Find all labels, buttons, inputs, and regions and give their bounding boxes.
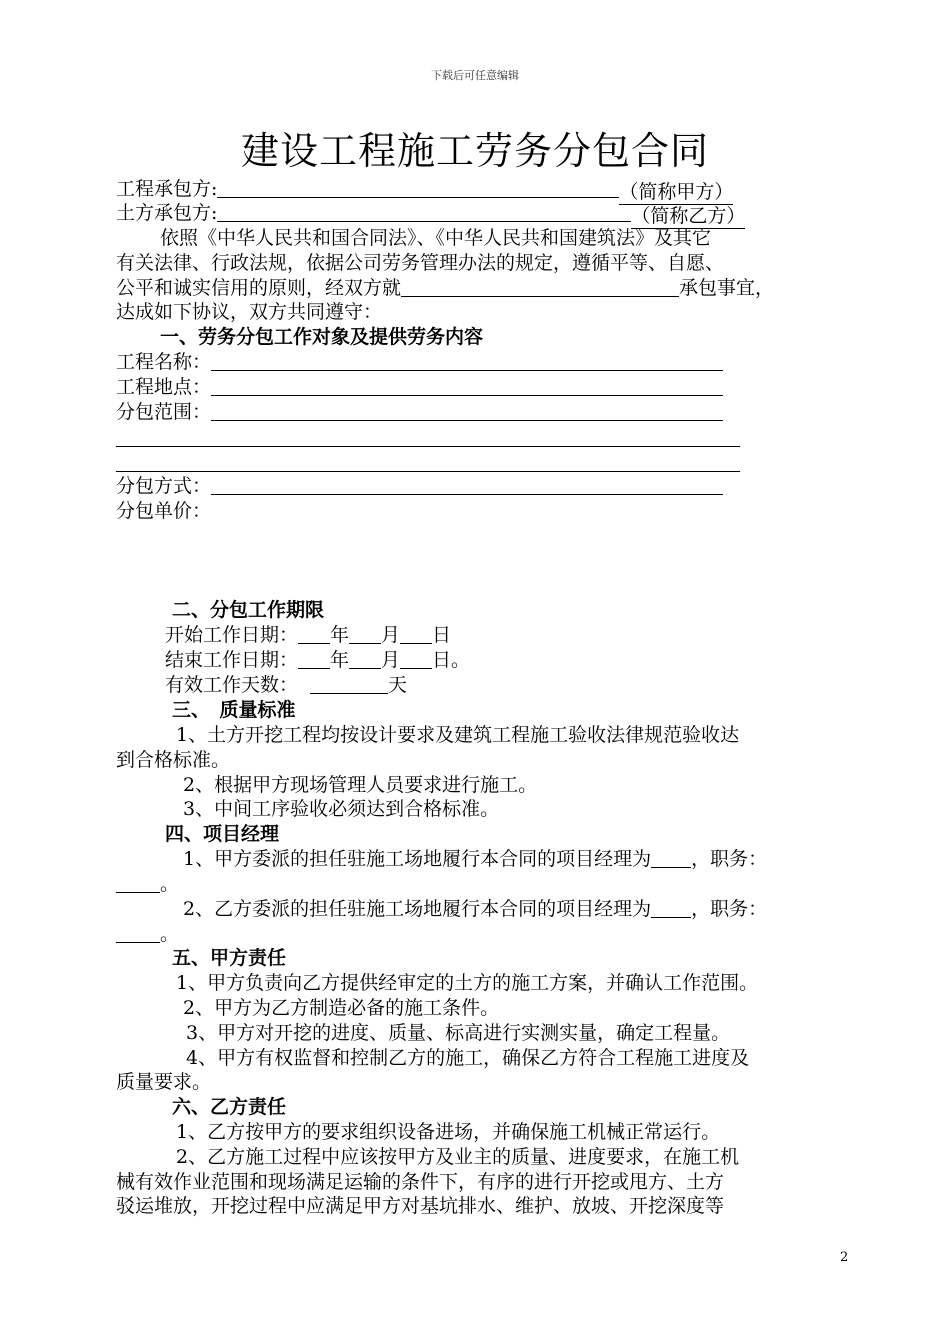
start-year-blank[interactable] — [298, 625, 330, 644]
year-text: 年 — [330, 624, 350, 646]
method-line — [116, 474, 723, 498]
s4-item-1-title: ，职务： — [691, 848, 768, 870]
s3-item-1a: 1、土方开挖工程均按设计要求及建筑工程施工验收法律规范验收达 — [176, 724, 740, 746]
project-name-label: 工程名称： — [116, 351, 212, 373]
end-year-blank[interactable] — [298, 650, 330, 669]
party-a-abbr: （简称甲方） — [619, 181, 734, 203]
party-a-blank[interactable] — [217, 179, 619, 198]
work-days-label: 有效工作天数： — [165, 674, 299, 696]
section-5-heading: 五、甲方责任 — [172, 947, 287, 969]
pm-b-title-blank[interactable] — [116, 924, 160, 943]
project-place-blank[interactable] — [211, 377, 723, 396]
start-date-line — [165, 623, 451, 647]
period-text: 。 — [160, 923, 180, 945]
s3-item-1b: 到合格标准。 — [116, 749, 231, 771]
end-date-line — [165, 648, 470, 672]
s3-item-2: 2、根据甲方现场管理人员要求进行施工。 — [183, 774, 538, 796]
method-label: 分包方式： — [116, 475, 212, 497]
section-3-heading: 三、 质量标准 — [172, 699, 296, 721]
intro-line-2: 有关法律、行政法规，依据公司劳务管理办法的规定，遵循平等、自愿、 — [116, 252, 725, 274]
s4-item-1 — [183, 847, 767, 871]
scope-line — [116, 400, 723, 424]
s5-item-4b: 质量要求。 — [116, 1071, 212, 1093]
pm-a-name-blank[interactable] — [651, 849, 691, 868]
day-text: 日 — [432, 624, 452, 646]
scope-blank-2[interactable] — [116, 424, 740, 447]
s5-item-2: 2、甲方为乙方制造必备的施工条件。 — [183, 997, 500, 1019]
contract-title: 建设工程施工劳务分包合同 — [240, 129, 709, 173]
intro-line-3 — [116, 276, 774, 300]
period-text: 。 — [160, 873, 180, 895]
s4-item-1-cont — [116, 872, 179, 896]
work-days-blank[interactable] — [310, 675, 388, 694]
end-month-blank[interactable] — [349, 650, 381, 669]
project-place-label: 工程地点： — [116, 376, 212, 398]
section-4-heading: 四、项目经理 — [165, 823, 280, 845]
end-day-blank[interactable] — [400, 650, 432, 669]
party-b-blank[interactable] — [217, 203, 631, 222]
project-name-line — [116, 350, 723, 374]
end-date-label: 结束工作日期： — [165, 649, 299, 671]
month-text: 月 — [381, 649, 401, 671]
s4-item-2-title: ，职务： — [691, 898, 768, 920]
scope-blank-3[interactable] — [116, 449, 740, 472]
pm-a-title-blank[interactable] — [116, 874, 160, 893]
section-1-heading: 一、劳务分包工作对象及提供劳务内容 — [160, 326, 484, 348]
s6-item-2c: 驳运堆放，开挖过程中应满足甲方对基坑排水、维护、放坡、开挖深度等 — [116, 1195, 725, 1217]
section-6-heading: 六、乙方责任 — [172, 1096, 287, 1118]
party-b-abbr: （简称乙方） — [631, 205, 746, 227]
day-end-text: 日。 — [432, 649, 471, 671]
year-text: 年 — [330, 649, 350, 671]
intro-line-3a: 公平和诚实信用的原则，经双方就 — [116, 277, 402, 299]
s4-item-1-text: 1、甲方委派的担任驻施工场地履行本合同的项目经理为 — [183, 848, 652, 870]
scope-blank[interactable] — [211, 402, 723, 421]
s6-item-1: 1、乙方按甲方的要求组织设备进场，并确保施工机械正常运行。 — [176, 1121, 721, 1143]
s5-item-1: 1、甲方负责向乙方提供经审定的土方的施工方案，并确认工作范围。 — [176, 972, 759, 994]
s5-item-4a: 4、甲方有权监督和控制乙方的施工，确保乙方符合工程施工进度及 — [186, 1047, 750, 1069]
page-number: 2 — [840, 1250, 849, 1265]
party-a-label: 工程承包方: — [116, 178, 218, 200]
project-name-blank[interactable] — [211, 352, 723, 371]
work-days-unit: 天 — [388, 674, 408, 696]
s3-item-3: 3、中间工序验收必须达到合格标准。 — [183, 798, 500, 820]
pm-b-name-blank[interactable] — [651, 899, 691, 918]
month-text: 月 — [381, 624, 401, 646]
party-b-line — [116, 201, 745, 229]
s4-item-2 — [183, 897, 767, 921]
s6-item-2a: 2、乙方施工过程中应该按甲方及业主的质量、进度要求，在施工机 — [176, 1146, 740, 1168]
s4-item-2-cont — [116, 922, 179, 946]
section-2-heading: 二、分包工作期限 — [172, 599, 325, 621]
scope-label: 分包范围： — [116, 401, 212, 423]
method-blank[interactable] — [211, 476, 723, 495]
s6-item-2b: 械有效作业范围和现场满足运输的条件下，有序的进行开挖或甩方、土方 — [116, 1171, 725, 1193]
intro-line-4: 达成如下协议，双方共同遵守： — [116, 301, 383, 323]
work-days-line — [165, 673, 407, 697]
project-place-line — [116, 375, 723, 399]
intro-line-3b: 承包事宜， — [679, 277, 775, 299]
s4-item-2-text: 2、乙方委派的担任驻施工场地履行本合同的项目经理为 — [183, 898, 652, 920]
intro-line-1: 依照《中华人民共和国合同法》、《中华人民共和国建筑法》及其它 — [160, 227, 712, 249]
party-b-label: 土方承包方: — [116, 202, 218, 224]
contract-subject-blank[interactable] — [401, 278, 679, 297]
start-day-blank[interactable] — [400, 625, 432, 644]
header-note: 下载后可任意编辑 — [431, 69, 519, 82]
price-label: 分包单价： — [116, 500, 212, 522]
s5-item-3: 3、甲方对开挖的进度、质量、标高进行实测实量，确定工程量。 — [186, 1022, 731, 1044]
start-month-blank[interactable] — [349, 625, 381, 644]
start-date-label: 开始工作日期： — [165, 624, 299, 646]
